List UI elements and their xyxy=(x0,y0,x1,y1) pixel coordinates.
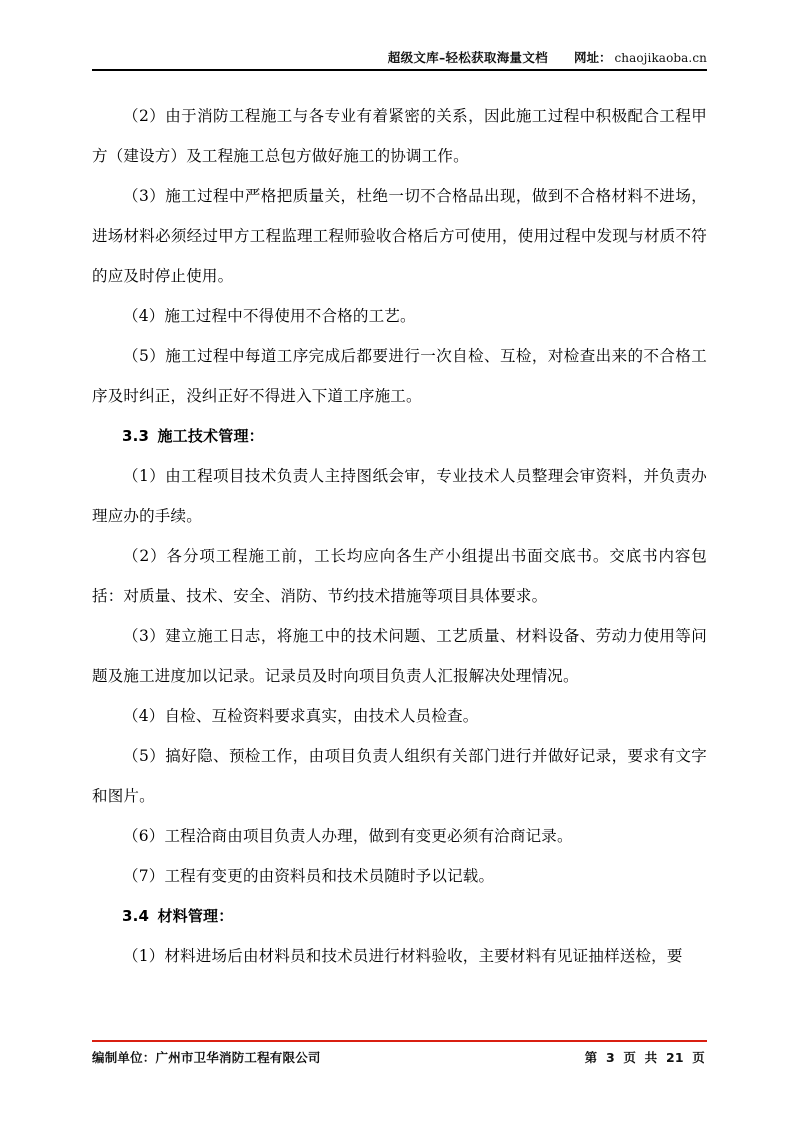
document-body xyxy=(92,96,707,976)
footer-page-unit-current: 页 xyxy=(623,1050,637,1065)
paragraph-5-self-mutual-inspection: （5）施工过程中每道工序完成后都要进行一次自检、互检，对检查出来的不合格工序及时纠正，没纠正好不得进入下道工序施工。 xyxy=(92,347,707,405)
footer-page-unit-total: 页 xyxy=(692,1050,705,1065)
paragraph-3-3-4-inspection-records: （4）自检、互检资料要求真实，由技术人员检查。 xyxy=(123,707,479,725)
header-site-title: 超级文库–轻松获取海量文档 xyxy=(387,50,548,65)
heading-3-3-construction-tech-management xyxy=(92,416,707,456)
footer-content-row xyxy=(92,1048,707,1066)
paragraph-3-3-2-written-disclosure: （2）各分项工程施工前，工长均应向各生产小组提出书面交底书。交底书内容包括：对质量、技术、安全、消防、节约技术措施等项目具体要求。 xyxy=(92,547,707,605)
footer-page-number: 3 xyxy=(605,1050,615,1065)
heading-3-4-number: 3.4 xyxy=(122,907,150,925)
footer-page-total-label: 共 xyxy=(644,1050,658,1065)
paragraph-3-3-5-concealed-preinspection: （5）搞好隐、预检工作，由项目负责人组织有关部门进行并做好记录，要求有文字和图片。 xyxy=(92,747,707,805)
footer-page-prefix: 第 xyxy=(584,1050,598,1065)
header-url-group xyxy=(574,48,707,66)
header-url-label: 网址： xyxy=(573,50,612,65)
header-divider xyxy=(92,69,707,71)
paragraph-3-3-7-change-records: （7）工程有变更的由资料员和技术员随时予以记载。 xyxy=(123,867,495,885)
paragraph-3-3-3-construction-log: （3）建立施工日志，将施工中的技术问题、工艺质量、材料设备、劳动力使用等问题及施工进度加以记录。记录员及时向项目负责人汇报解决处理情况。 xyxy=(92,627,707,685)
header-url-value: chaojikaoba.cn xyxy=(614,51,707,65)
page-footer xyxy=(92,1040,707,1066)
paragraph-3-3-1-drawing-review: （1）由工程项目技术负责人主持图纸会审，专业技术人员整理会审资料，并负责办理应办的手续。 xyxy=(92,467,707,525)
heading-3-4-title: 材料管理： xyxy=(157,907,234,925)
paragraph-3-4-1-material-acceptance: （1）材料进场后由材料员和技术员进行材料验收，主要材料有见证抽样送检，要 xyxy=(123,947,683,965)
heading-3-3-title: 施工技术管理： xyxy=(157,427,264,445)
paragraph-3-quality-control: （3）施工过程中严格把质量关，杜绝一切不合格品出现，做到不合格材料不进场，进场材料必须经过甲方工程监理工程师验收合格后方可使用，使用过程中发现与材质不符的应及时停止使用。 xyxy=(92,187,707,285)
paragraph-3-3-6-negotiation-records: （6）工程洽商由项目负责人办理，做到有变更必须有洽商记录。 xyxy=(123,827,573,845)
paragraph-4-no-unqualified-process: （4）施工过程中不得使用不合格的工艺。 xyxy=(123,307,416,325)
page-header xyxy=(92,48,707,71)
heading-3-3-number: 3.3 xyxy=(122,427,150,445)
footer-divider xyxy=(92,1040,707,1042)
paragraph-2-coordination: （2）由于消防工程施工与各专业有着紧密的关系，因此施工过程中积极配合工程甲方（建设方）及工程施工总包方做好施工的协调工作。 xyxy=(92,107,707,165)
header-content-row xyxy=(92,48,707,69)
footer-page-total: 21 xyxy=(665,1050,684,1065)
footer-page-indicator xyxy=(583,1048,707,1066)
heading-3-4-material-management xyxy=(92,896,707,936)
footer-company-name: 编制单位：广州市卫华消防工程有限公司 xyxy=(92,1050,321,1065)
